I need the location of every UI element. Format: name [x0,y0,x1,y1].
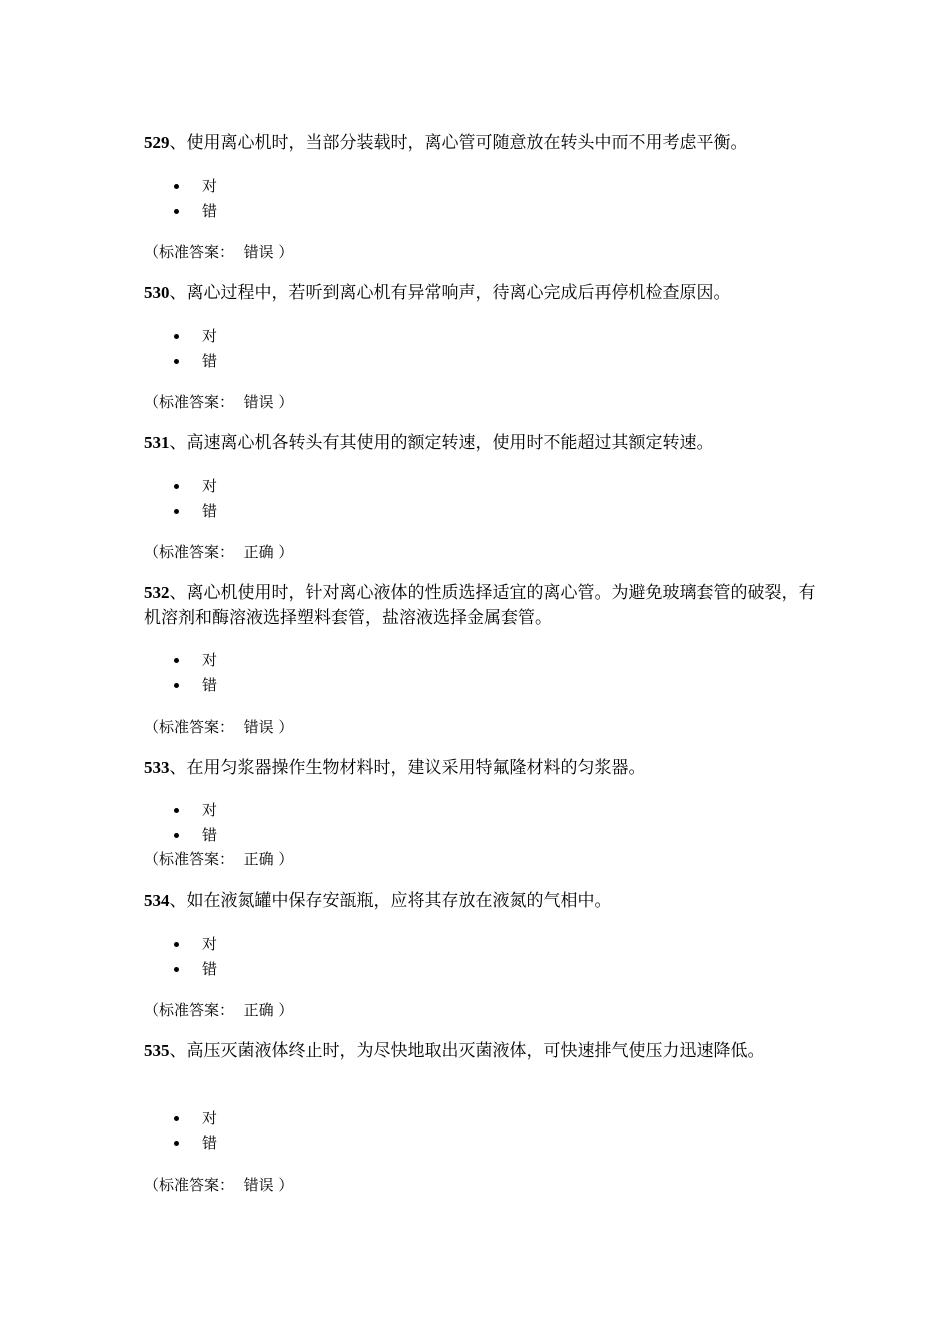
option-label: 对 [202,177,218,195]
answer-suffix: ） [278,718,294,736]
option-list [174,798,217,848]
question-number: 532 [144,583,170,602]
answer-prefix: （标准答案： [144,243,235,261]
option-false[interactable] [174,199,217,224]
question-body: 、使用离心机时，当部分装载时，离心管可随意放在转头中而不用考虑平衡。 [169,133,748,153]
bullet-icon [174,808,179,813]
question-number: 530 [144,283,170,302]
question-body: 、如在液氮罐中保存安瓿瓶，应将其存放在液氮的气相中。 [169,891,612,911]
question-530 [144,280,820,411]
option-list [174,1106,217,1156]
answer-suffix: ） [278,543,294,561]
bullet-icon [174,359,179,364]
answer-value: 正确 [243,1001,274,1019]
standard-answer [144,1000,293,1020]
option-label: 对 [202,477,218,495]
question-body: 、在用匀浆器操作生物材料时，建议采用特氟隆材料的匀浆器。 [169,758,646,778]
bullet-icon [174,942,179,947]
bullet-icon [174,967,179,972]
question-529 [144,130,820,261]
answer-prefix: （标准答案： [144,543,235,561]
answer-value: 错误 [243,393,274,411]
standard-answer [144,242,293,262]
question-text [144,1038,820,1064]
bullet-icon [174,334,179,339]
bullet-icon [174,184,179,189]
answer-suffix: ） [278,1001,294,1019]
option-label: 错 [202,502,218,520]
standard-answer [144,1175,293,1195]
question-text [144,130,820,156]
answer-value: 错误 [243,1176,274,1194]
option-true[interactable] [174,324,217,349]
bullet-icon [174,833,179,838]
answer-value: 错误 [243,243,274,261]
question-text [144,755,820,781]
option-true[interactable] [174,474,217,499]
option-false[interactable] [174,823,217,848]
answer-value: 正确 [243,543,274,561]
option-false[interactable] [174,673,217,698]
question-body: 、高速离心机各转头有其使用的额定转速，使用时不能超过其额定转速。 [169,433,714,453]
answer-suffix: ） [278,243,294,261]
answer-prefix: （标准答案： [144,393,235,411]
option-label: 对 [202,327,218,345]
standard-answer [144,542,293,562]
question-body: 、离心过程中，若听到离心机有异常响声，待离心完成后再停机检查原因。 [169,283,731,303]
option-label: 对 [202,651,218,669]
answer-suffix: ） [278,1176,294,1194]
question-number: 531 [144,433,170,452]
option-label: 错 [202,1134,218,1152]
bullet-icon [174,683,179,688]
question-533 [144,755,820,868]
option-list [174,932,217,982]
option-label: 对 [202,935,218,953]
bullet-icon [174,658,179,663]
question-531 [144,430,820,561]
option-label: 对 [202,1109,218,1127]
question-text [144,888,820,914]
standard-answer [144,849,293,869]
answer-value: 错误 [243,718,274,736]
option-label: 错 [202,352,218,370]
option-list [174,648,217,698]
option-list [174,174,217,224]
option-list [174,324,217,374]
question-number: 534 [144,891,170,910]
question-text [144,430,820,456]
question-535 [144,1038,820,1194]
bullet-icon [174,509,179,514]
bullet-icon [174,484,179,489]
answer-prefix: （标准答案： [144,850,235,868]
answer-prefix: （标准答案： [144,1001,235,1019]
option-list [174,474,217,524]
option-label: 错 [202,202,218,220]
answer-value: 正确 [243,850,274,868]
option-label: 对 [202,801,218,819]
question-body: 、高压灭菌液体终止时，为尽快地取出灭菌液体，可快速排气使压力迅速降低。 [169,1041,765,1061]
option-false[interactable] [174,499,217,524]
bullet-icon [174,1141,179,1146]
question-number: 533 [144,758,170,777]
question-534 [144,888,820,1019]
option-label: 错 [202,960,218,978]
question-text [144,280,820,306]
bullet-icon [174,209,179,214]
option-false[interactable] [174,957,217,982]
option-label: 错 [202,676,218,694]
question-number: 535 [144,1041,170,1060]
bullet-icon [174,1116,179,1121]
question-text [144,580,820,631]
question-body: 、离心机使用时，针对离心液体的性质选择适宜的离心管。为避免玻璃套管的破裂，有机溶剂和酶溶液选择塑料套管，盐溶液选择金属套管。 [144,583,816,628]
answer-prefix: （标准答案： [144,1176,235,1194]
option-true[interactable] [174,798,217,823]
option-true[interactable] [174,932,217,957]
option-false[interactable] [174,349,217,374]
option-label: 错 [202,826,218,844]
option-true[interactable] [174,174,217,199]
standard-answer [144,717,293,737]
answer-prefix: （标准答案： [144,718,235,736]
question-532 [144,580,820,736]
question-number: 529 [144,133,170,152]
standard-answer [144,392,293,412]
option-true[interactable] [174,648,217,673]
answer-suffix: ） [278,850,294,868]
option-true[interactable] [174,1106,217,1131]
answer-suffix: ） [278,393,294,411]
option-false[interactable] [174,1131,217,1156]
